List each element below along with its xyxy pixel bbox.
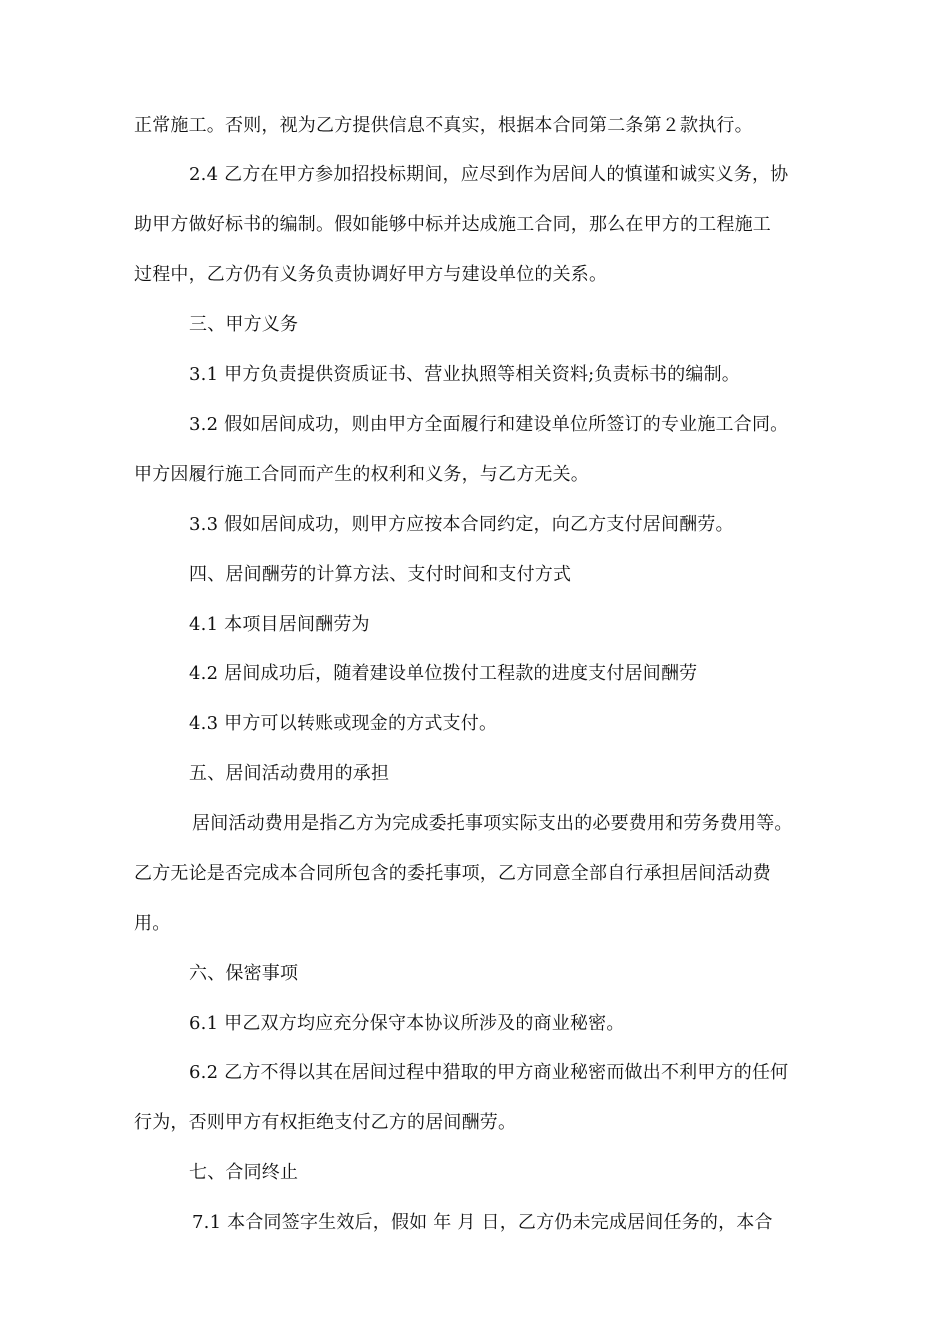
section-heading: 四、居间酬劳的计算方法、支付时间和支付方式 [189, 564, 572, 585]
paragraph-line: 3.2 假如居间成功，则由甲方全面履行和建设单位所签订的专业施工合同。 [189, 414, 789, 435]
section-heading: 七、合同终止 [189, 1162, 299, 1183]
paragraph-line: 4.3 甲方可以转账或现金的方式支付。 [189, 713, 498, 734]
section-heading: 五、居间活动费用的承担 [189, 763, 390, 784]
section-heading: 六、保密事项 [189, 963, 299, 984]
paragraph-line: 7.1 本合同签字生效后，假如 年 月 日，乙方仍未完成居间任务的，本合 [192, 1212, 773, 1233]
paragraph-line: 正常施工。否则，视为乙方提供信息不真实，根据本合同第二条第２款执行。 [134, 115, 753, 136]
paragraph-line: 乙方无论是否完成本合同所包含的委托事项，乙方同意全部自行承担居间活动费 [134, 863, 771, 884]
paragraph-line: 6.1 甲乙双方均应充分保守本协议所涉及的商业秘密。 [189, 1013, 625, 1034]
section-heading: 三、甲方义务 [189, 314, 299, 335]
paragraph-line: 用。 [134, 913, 171, 934]
paragraph-line: 助甲方做好标书的编制。假如能够中标并达成施工合同，那么在甲方的工程施工 [134, 214, 771, 235]
paragraph-line: 6.2 乙方不得以其在居间过程中猎取的甲方商业秘密而做出不利甲方的任何 [189, 1062, 789, 1083]
paragraph-line: 2.4 乙方在甲方参加招投标期间，应尽到作为居间人的慎谨和诚实义务，协 [189, 164, 789, 185]
paragraph-line: 居间活动费用是指乙方为完成委托事项实际支出的必要费用和劳务费用等。 [192, 813, 793, 834]
paragraph-line: 4.1 本项目居间酬劳为 [189, 614, 370, 635]
paragraph-line: 甲方因履行施工合同而产生的权利和义务，与乙方无关。 [134, 464, 589, 485]
paragraph-line: 3.3 假如居间成功，则甲方应按本合同约定，向乙方支付居间酬劳。 [189, 514, 734, 535]
paragraph-line: 4.2 居间成功后，随着建设单位拨付工程款的进度支付居间酬劳 [189, 663, 698, 684]
paragraph-line: 3.1 甲方负责提供资质证书、营业执照等相关资料;负责标书的编制。 [189, 364, 741, 385]
paragraph-line: 过程中，乙方仍有义务负责协调好甲方与建设单位的关系。 [134, 264, 608, 285]
paragraph-line: 行为，否则甲方有权拒绝支付乙方的居间酬劳。 [134, 1112, 517, 1133]
